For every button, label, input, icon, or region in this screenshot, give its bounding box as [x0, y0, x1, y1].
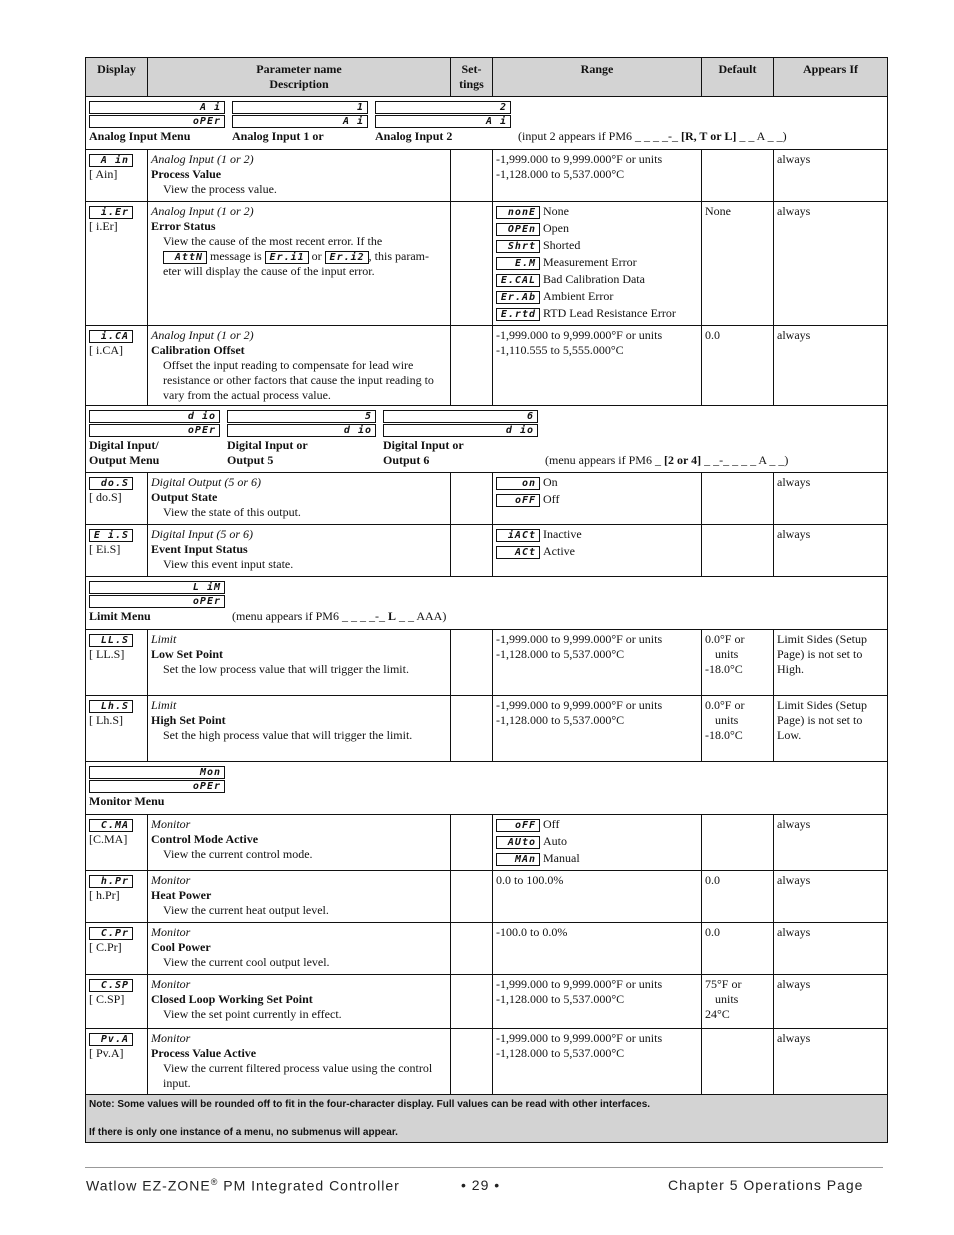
lcd-display: oPEr: [89, 780, 225, 793]
range-cell: -1,999.000 to 9,999.000°F or units -1,128.000 to 5,537.000°C: [493, 975, 702, 1029]
display-cell: C.MA [C.MA]: [86, 815, 148, 871]
description-cell: Digital Input (5 or 6) Event Input Status View this event input state.: [148, 525, 451, 577]
appears-cell: Limit Sides (Setup Page) is not set to High.: [774, 630, 888, 696]
param-row-ier: [86, 202, 888, 326]
header-parameter: Parameter name Description: [148, 58, 451, 97]
range-cell: -1,999.000 to 9,999.000°F or units -1,128.000 to 5,537.000°C: [493, 630, 702, 696]
default-cell: [702, 815, 774, 871]
default-cell: [702, 1029, 774, 1095]
monitor-menu-row: [86, 762, 888, 815]
display-cell: Pv.A [ Pv.A]: [86, 1029, 148, 1095]
range-cell: -1,999.000 to 9,999.000°F or units -1,128.000 to 5,537.000°C: [493, 1029, 702, 1095]
param-row-dos: [86, 473, 888, 525]
operations-table-page: [85, 57, 887, 1143]
menu-label: Limit Menu: [89, 609, 151, 623]
lcd-display: oPEr: [89, 115, 225, 128]
display-cell: do.S [ do.S]: [86, 473, 148, 525]
appears-cell: always: [774, 871, 888, 923]
lcd-display: Lh.S: [89, 700, 133, 713]
header-range: Range: [493, 58, 702, 97]
appears-cell: always: [774, 1029, 888, 1095]
default-cell: 0.0: [702, 871, 774, 923]
display-cell: h.Pr [ h.Pr]: [86, 871, 148, 923]
settings-cell: [451, 473, 493, 525]
settings-cell: [451, 150, 493, 202]
option: oFF Off: [496, 492, 698, 507]
menu-appears-note: (menu appears if PM6 _ _ _ _-_ L _ _ AAA): [232, 609, 447, 623]
header-appears-if: Appears If: [774, 58, 888, 97]
option: ACt Active: [496, 544, 698, 559]
lcd-display: oPEr: [89, 595, 225, 608]
lcd-display: E.CAL: [496, 274, 540, 287]
lcd-display: OPEn: [496, 223, 540, 236]
dio-5-block: [227, 410, 376, 468]
default-cell: 0.0: [702, 326, 774, 406]
option: Shrt Shorted: [496, 238, 698, 253]
param-row-lhs: [86, 696, 888, 762]
lcd-display: d io: [227, 424, 376, 437]
footer-divider: [85, 1167, 883, 1168]
range-cell: [493, 202, 702, 326]
description-cell: Digital Output (5 or 6) Output State View the state of this output.: [148, 473, 451, 525]
param-row-cpr: [86, 923, 888, 975]
menu-label: Analog Input 2: [375, 129, 453, 143]
note-single-instance: If there is only one instance of a menu, no submenus will appear.: [89, 1127, 398, 1138]
analog-input-1-block: [232, 101, 368, 144]
appears-cell: always: [774, 202, 888, 326]
lcd-display: AttN: [163, 251, 207, 264]
display-cell: C.Pr [ C.Pr]: [86, 923, 148, 975]
digital-io-menu-row: [86, 406, 888, 473]
lcd-display: i.CA: [89, 330, 133, 343]
lcd-display: d io: [89, 410, 220, 423]
range-cell: -1,999.000 to 9,999.000°F or units -1,128.000 to 5,537.000°C: [493, 150, 702, 202]
dio-6-block: [383, 410, 538, 468]
lcd-display: A i: [89, 101, 225, 114]
analog-menu-block: [89, 101, 225, 144]
settings-cell: [451, 975, 493, 1029]
lcd-display: iACt: [496, 529, 540, 542]
default-cell: [702, 150, 774, 202]
display-cell: C.SP [ C.SP]: [86, 975, 148, 1029]
display-cell: LL.S [ LL.S]: [86, 630, 148, 696]
settings-cell: [451, 202, 493, 326]
param-row-pva: [86, 1029, 888, 1095]
option: AUto Auto: [496, 834, 698, 849]
menu-label: Analog Input 1 or: [232, 129, 324, 143]
appears-cell: always: [774, 923, 888, 975]
default-cell: None: [702, 202, 774, 326]
param-row-eis: [86, 525, 888, 577]
param-row-ica: [86, 326, 888, 406]
lcd-display: C.MA: [89, 819, 133, 832]
description-cell: Monitor Heat Power View the current heat output level.: [148, 871, 451, 923]
description-cell: Monitor Cool Power View the current cool output level.: [148, 923, 451, 975]
settings-cell: [451, 326, 493, 406]
settings-cell: [451, 871, 493, 923]
display-cell: A in [ Ain]: [86, 150, 148, 202]
default-cell: 0.0: [702, 923, 774, 975]
param-row-cma: [86, 815, 888, 871]
lcd-display: A in: [89, 154, 133, 167]
lcd-display: LL.S: [89, 634, 133, 647]
settings-cell: [451, 923, 493, 975]
default-cell: [702, 473, 774, 525]
option: E.CAL Bad Calibration Data: [496, 272, 698, 287]
lcd-display: nonE: [496, 206, 540, 219]
appears-cell: Limit Sides (Setup Page) is not set to Low.: [774, 696, 888, 762]
lcd-display: E.M: [496, 257, 540, 270]
dio-menu-block: [89, 410, 220, 468]
option: E.rtd RTD Lead Resistance Error: [496, 306, 698, 321]
lcd-display: C.Pr: [89, 927, 133, 940]
default-cell: [702, 525, 774, 577]
lcd-display: Shrt: [496, 240, 540, 253]
display-cell: i.CA [ i.CA]: [86, 326, 148, 406]
appears-cell: always: [774, 525, 888, 577]
lcd-display: AUto: [496, 836, 540, 849]
description-cell: Limit High Set Point Set the high process value that will trigger the limit.: [148, 696, 451, 762]
lcd-display: C.SP: [89, 979, 133, 992]
footer-chapter: Chapter 5 Operations Page: [668, 1177, 864, 1193]
note-rounding: Note: Some values will be rounded off to fit in the four-character display. Full values can be read with other interfaces.: [89, 1099, 651, 1110]
display-cell: E i.S [ Ei.S]: [86, 525, 148, 577]
lcd-display: Pv.A: [89, 1033, 133, 1046]
lcd-display: A i: [232, 115, 368, 128]
monitor-menu-block: [89, 766, 225, 809]
header-default: Default: [702, 58, 774, 97]
description-cell: Monitor Control Mode Active View the current control mode.: [148, 815, 451, 871]
range-cell: 0.0 to 100.0%: [493, 871, 702, 923]
menu-label: Digital Input or Output 5: [227, 438, 308, 467]
lcd-display: i.Er: [89, 206, 133, 219]
default-cell: 75°F or units 24°C: [702, 975, 774, 1029]
menu-appears-note: (input 2 appears if PM6 _ _ _ _-_ [R, T or L] _ _ A _ _): [518, 129, 787, 143]
option: OPEn Open: [496, 221, 698, 236]
lcd-display: ACt: [496, 546, 540, 559]
footer-page-number: • 29 •: [461, 1177, 501, 1193]
display-cell: i.Er [ i.Er]: [86, 202, 148, 326]
description-cell: Limit Low Set Point Set the low process value that will trigger the limit.: [148, 630, 451, 696]
header-row: [86, 58, 888, 97]
param-row-lls: [86, 630, 888, 696]
lcd-display: on: [496, 477, 540, 490]
description-cell: Analog Input (1 or 2) Calibration Offset Offset the input reading to compensate for lead wire resistance or other factors that cause the input reading to vary from the actual process value.: [148, 326, 451, 406]
lcd-display: L iM: [89, 581, 225, 594]
param-row-hpr: [86, 871, 888, 923]
lcd-display: E.rtd: [496, 308, 540, 321]
limit-menu-row: [86, 577, 888, 630]
default-cell: 0.0°F or units -18.0°C: [702, 630, 774, 696]
option: oFF Off: [496, 817, 698, 832]
settings-cell: [451, 815, 493, 871]
header-display: Display: [86, 58, 148, 97]
lcd-display: do.S: [89, 477, 133, 490]
analog-input-menu-row: [86, 97, 888, 150]
menu-label: Monitor Menu: [89, 794, 165, 808]
param-row-csp: [86, 975, 888, 1029]
range-cell: -100.0 to 0.0%: [493, 923, 702, 975]
option: on On: [496, 475, 698, 490]
lcd-display: oPEr: [89, 424, 220, 437]
menu-appears-note: (menu appears if PM6 _ [2 or 4] _ _-_ _ _ _ A _ _): [545, 453, 789, 467]
limit-menu-block: [89, 581, 225, 624]
header-settings: Set- tings: [451, 58, 493, 97]
lcd-display: 6: [383, 410, 538, 423]
lcd-display: MAn: [496, 853, 540, 866]
lcd-display: Mon: [89, 766, 225, 779]
description-cell: Analog Input (1 or 2) Process Value View the process value.: [148, 150, 451, 202]
description-cell: Monitor Closed Loop Working Set Point View the set point currently in effect.: [148, 975, 451, 1029]
lcd-display: d io: [383, 424, 538, 437]
option: nonE None: [496, 204, 698, 219]
appears-cell: always: [774, 473, 888, 525]
option: iACt Inactive: [496, 527, 698, 542]
appears-cell: always: [774, 815, 888, 871]
menu-label: Analog Input Menu: [89, 129, 191, 143]
settings-cell: [451, 525, 493, 577]
lcd-display: h.Pr: [89, 875, 133, 888]
lcd-display: oFF: [496, 494, 540, 507]
range-cell: -1,999.000 to 9,999.000°F or units -1,110.555 to 5,555.000°C: [493, 326, 702, 406]
option: MAn Manual: [496, 851, 698, 866]
default-cell: 0.0°F or units -18.0°C: [702, 696, 774, 762]
footer-product-name: Watlow EZ-ZONE® PM Integrated Controller: [86, 1177, 400, 1194]
lcd-display: oFF: [496, 819, 540, 832]
lcd-display: 2: [375, 101, 511, 114]
range-cell: [493, 815, 702, 871]
menu-label: Digital Input or Output 6: [383, 438, 464, 467]
menu-label: Digital Input/ Output Menu: [89, 438, 160, 467]
description-cell: Monitor Process Value Active View the current filtered process value using the control input.: [148, 1029, 451, 1095]
lcd-display: Er.i2: [325, 251, 369, 264]
appears-cell: always: [774, 150, 888, 202]
option: Er.Ab Ambient Error: [496, 289, 698, 304]
lcd-display: A i: [375, 115, 511, 128]
settings-cell: [451, 696, 493, 762]
description-cell: Analog Input (1 or 2) Error Status View the cause of the most recent error. If the AttN message is Er.i1 or Er.i2 , this param- eter will display the cause of the input error.: [148, 202, 451, 326]
analog-input-2-block: [375, 101, 511, 144]
lcd-display: 5: [227, 410, 376, 423]
range-cell: [493, 473, 702, 525]
settings-cell: [451, 630, 493, 696]
range-cell: [493, 525, 702, 577]
option: E.M Measurement Error: [496, 255, 698, 270]
lcd-display: E i.S: [89, 529, 133, 542]
display-cell: Lh.S [ Lh.S]: [86, 696, 148, 762]
parameter-table: [85, 57, 888, 1143]
param-row-ain: [86, 150, 888, 202]
settings-cell: [451, 1029, 493, 1095]
appears-cell: always: [774, 975, 888, 1029]
lcd-display: Er.i1: [265, 251, 309, 264]
lcd-display: 1: [232, 101, 368, 114]
lcd-display: Er.Ab: [496, 291, 540, 304]
appears-cell: always: [774, 326, 888, 406]
range-cell: -1,999.000 to 9,999.000°F or units -1,128.000 to 5,537.000°C: [493, 696, 702, 762]
notes-row: [86, 1095, 888, 1143]
